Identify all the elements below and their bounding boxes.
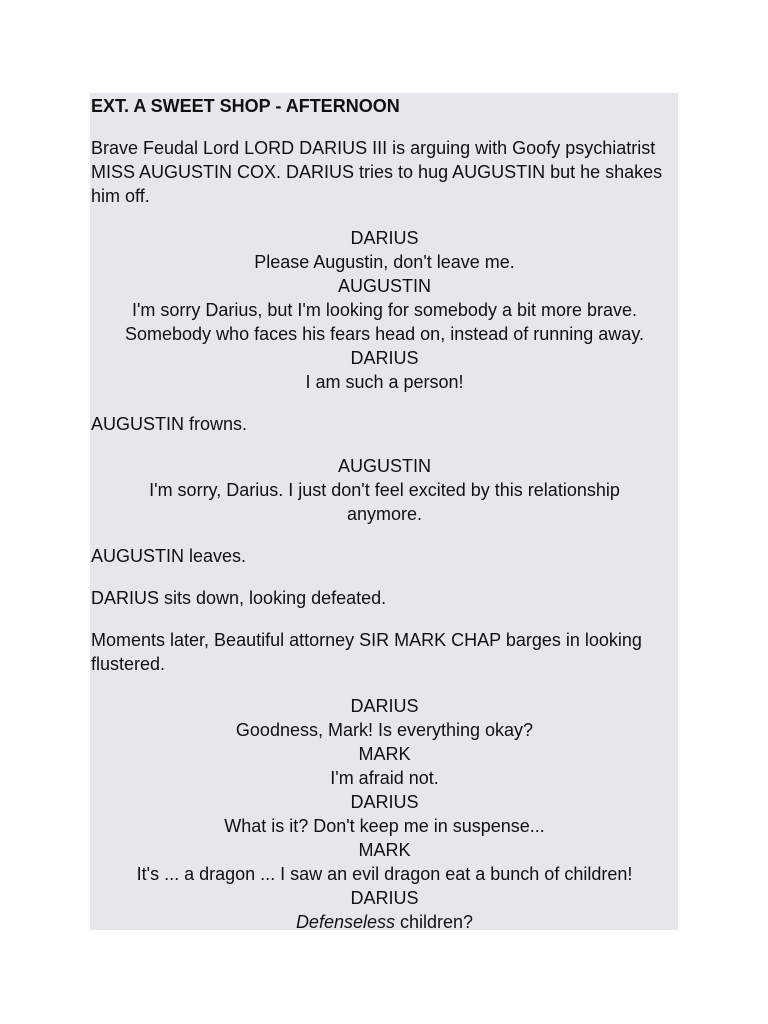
dialogue-line: What is it? Don't keep me in suspense... — [224, 816, 545, 836]
character-name: MARK — [358, 840, 411, 860]
scene-heading: EXT. A SWEET SHOP - AFTERNOON — [91, 96, 400, 116]
action-line: AUGUSTIN leaves. — [91, 546, 247, 566]
script-page — [90, 93, 678, 930]
dialogue-line — [91, 910, 678, 934]
character-name: DARIUS — [350, 792, 419, 812]
dialogue-line: I am such a person! — [305, 372, 464, 392]
character-name: DARIUS — [350, 228, 419, 248]
character-name: DARIUS — [350, 348, 419, 368]
dialogue-line: Goodness, Mark! Is everything okay? — [235, 720, 534, 740]
character-name: AUGUSTIN — [337, 456, 431, 476]
action-line: AUGUSTIN frowns. — [91, 414, 248, 434]
dialogue-line: I'm afraid not. — [330, 768, 439, 788]
emphasized-word: Defenseless — [295, 912, 395, 932]
dialogue-line: I'm sorry, Darius. I just don't feel excited by this relationship anymore. — [149, 480, 620, 524]
dialogue-block — [91, 454, 678, 526]
character-name: AUGUSTIN — [337, 276, 431, 296]
dialogue-line-rest: children? — [395, 912, 474, 932]
dialogue-line: Please Augustin, don't leave me. — [254, 252, 515, 272]
character-name: DARIUS — [350, 888, 419, 908]
action-line: DARIUS sits down, looking defeated. — [91, 588, 387, 608]
action-line: Brave Feudal Lord LORD DARIUS III is arguing with Goofy psychiatrist MISS AUGUSTIN COX. DARIUS tries to hug AUGUSTIN but he shakes him off. — [91, 138, 663, 206]
dialogue-line: It's ... a dragon ... I saw an evil dragon eat a bunch of children! — [136, 864, 633, 884]
action-line: Moments later, Beautiful attorney SIR MARK CHAP barges in looking flustered. — [91, 630, 642, 674]
dialogue-block — [91, 226, 678, 394]
character-name: MARK — [358, 744, 411, 764]
dialogue-block — [91, 694, 678, 934]
character-name: DARIUS — [350, 696, 419, 716]
dialogue-line: I'm sorry Darius, but I'm looking for somebody a bit more brave. Somebody who faces his fears head on, instead of running away. — [125, 300, 644, 344]
